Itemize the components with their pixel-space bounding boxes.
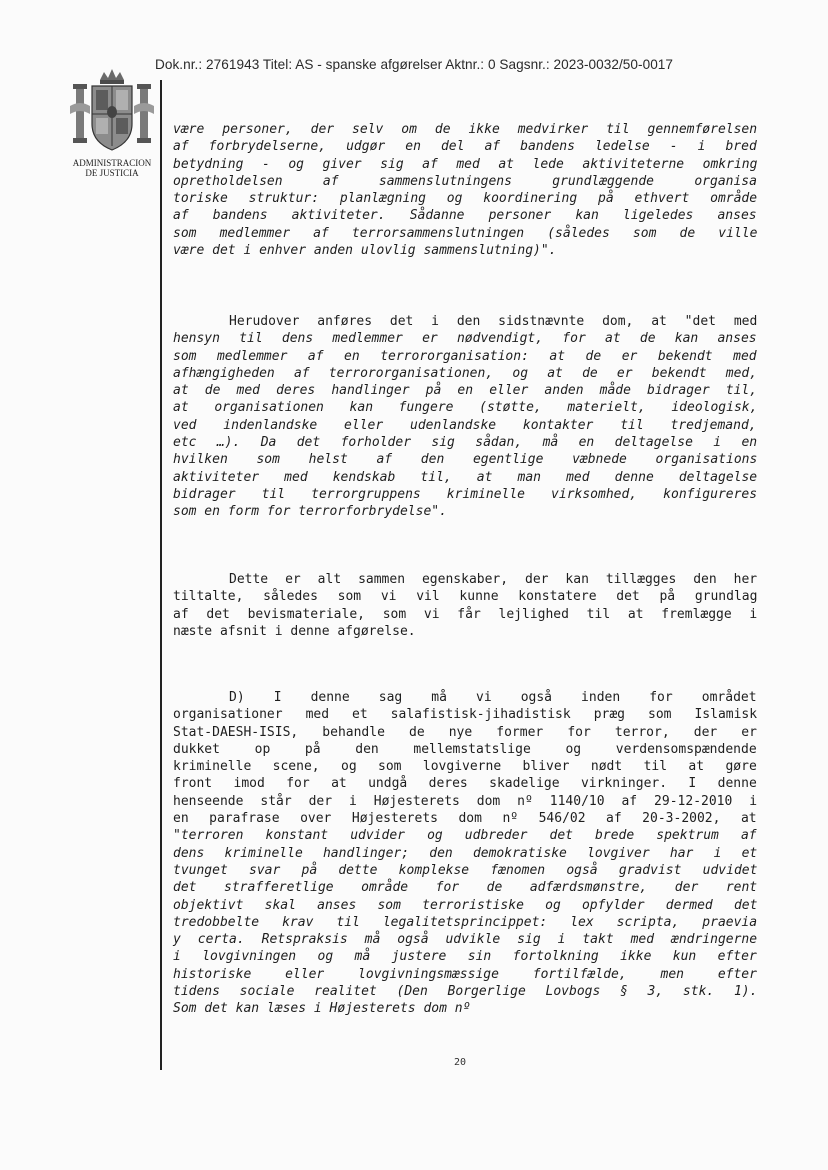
spanish-coat-of-arms-icon [70, 66, 154, 156]
text-line: henseende står der i Højesterets dom nº 1140/10 af 29-12-2010 i [173, 793, 758, 809]
text-line: D) I denne sag må vi også inden for området [229, 690, 757, 705]
text-line: en parafrase over Højesterets dom nº 546/02 af 20-3-2002, at [173, 811, 757, 827]
text-line: næste afsnit i denne afgørelse. [173, 623, 416, 639]
text-line: i lovgivningen og må justere sin fortolkning ikke kun efter [173, 949, 757, 965]
text-line: at de med deres handlinger på en eller anden måde bidrager til, [173, 383, 758, 399]
paragraph-1 [173, 121, 757, 259]
text-line: at organisationen kan fungere (støtte, materielt, ideologisk, [173, 400, 758, 416]
text-line: af det bevismateriale, som vi får lejlighed til at fremlægge i [173, 606, 758, 622]
text-line: front imod for at undgå deres skadelige virkninger. I denne [173, 776, 757, 792]
text-line: organisationer med et salafistisk-jihadistisk præg som Islamisk [173, 707, 758, 723]
text-line: af bandens aktiviteter. Sådanne personer kan ligeledes anses [173, 208, 757, 224]
text-line: tvunget svar på dette komplekse fænomen også gradvist udvidet [173, 862, 758, 878]
text-line: toriske struktur: planlægning og koordinering på ethvert område [173, 191, 758, 207]
text-line: dens kriminelle handlinger; den demokratiske lovgiver har i et [173, 845, 758, 861]
text-line: historiske eller lovgivningsmæssige fortilfælde, men efter [173, 966, 757, 982]
text-line: bidrager til terrorgruppens kriminelle virksomhed, konfigureres [173, 486, 758, 502]
text-line: betydning - og giver sig af med at lede aktiviteterne omkring [173, 156, 758, 172]
paragraph-3 [173, 571, 757, 640]
crest-caption-line1: ADMINISTRACION [72, 158, 152, 168]
text-line: som medlemmer af en terrororganisation: at de er bekendt med [173, 348, 757, 364]
paragraph-2 [173, 313, 757, 521]
text-line: ved indenlandske eller udenlandske kontakter til tredjemand, [173, 417, 757, 433]
document-header: Dok.nr.: 2761943 Titel: AS - spanske afgørelser Aktnr.: 0 Sagsnr.: 2023-0032/50-0017 [154, 57, 674, 72]
text-line: tiltalte, således som vi vil kunne konstatere det på grundlag [173, 589, 758, 605]
text-line: dukket op på den mellemstatslige og verdensomspændende [173, 741, 757, 757]
text-line: hvilken som helst af den egentlige væbnede organisations [173, 452, 758, 468]
text-line: Herudover anføres det i den sidstnævnte dom, at "det med [229, 314, 758, 329]
text-line: være personer, der selv om de ikke medvirker til gennemførelsen [173, 122, 758, 137]
text-line: tredobbelte krav til legalitetsprincippet: lex scripta, praevia [173, 914, 758, 930]
text-line: kriminelle scene, og som lovgiverne bliver nødt til at gøre [173, 759, 757, 775]
text-line: af forbrydelserne, udgør en del af bandens ledelse - i bred [173, 139, 757, 155]
text-line: etc …). Da det forholder sig sådan, må en deltagelse i en [173, 435, 758, 451]
text-line: y certa. Retspraksis må også udvikle sig i takt med ændringerne [173, 932, 758, 948]
margin-rule [160, 80, 162, 1070]
court-crest [64, 66, 160, 190]
text-line: aktiviteter med kendskab til, at man med denne deltagelse [173, 469, 758, 485]
page-number: 20 [453, 1057, 467, 1068]
text-line: objektivt skal anses som terroristiske og opfylder dermed det [173, 897, 758, 913]
text-line: som en form for terrorforbrydelse". [173, 504, 447, 520]
text-line: Dette er alt sammen egenskaber, der kan tillægges den her [229, 572, 758, 587]
text-line: som medlemmer af terrorsammenslutningen (således som de ville [173, 225, 758, 241]
paragraph-4 [173, 689, 757, 1018]
text-line: hensyn til dens medlemmer er nødvendigt, for at de kan anses [173, 331, 757, 347]
text-line: afhængigheden af terrororganisationen, og at de er bekendt med, [173, 365, 758, 381]
text-line: opretholdelsen af sammenslutningens grundlæggende organisa [173, 173, 757, 189]
text-line: tidens sociale realitet (Den Borgerlige Lovbogs § 3, stk. 1). [173, 984, 758, 1000]
text-line: Som det kan læses i Højesterets dom nº [173, 1001, 471, 1017]
text-line: være det i enhver anden ulovlig sammenslutning)". [173, 243, 557, 259]
text-line: Stat-DAESH-ISIS, behandle de nye former for terror, der er [173, 724, 757, 740]
text-line: "terroren konstant udvider og udbreder det brede spektrum af [173, 828, 757, 844]
text-line: det strafferetlige område for de adfærdsmønstre, der rent [173, 880, 758, 896]
crest-caption-line2: DE JUSTICIA [85, 168, 139, 178]
